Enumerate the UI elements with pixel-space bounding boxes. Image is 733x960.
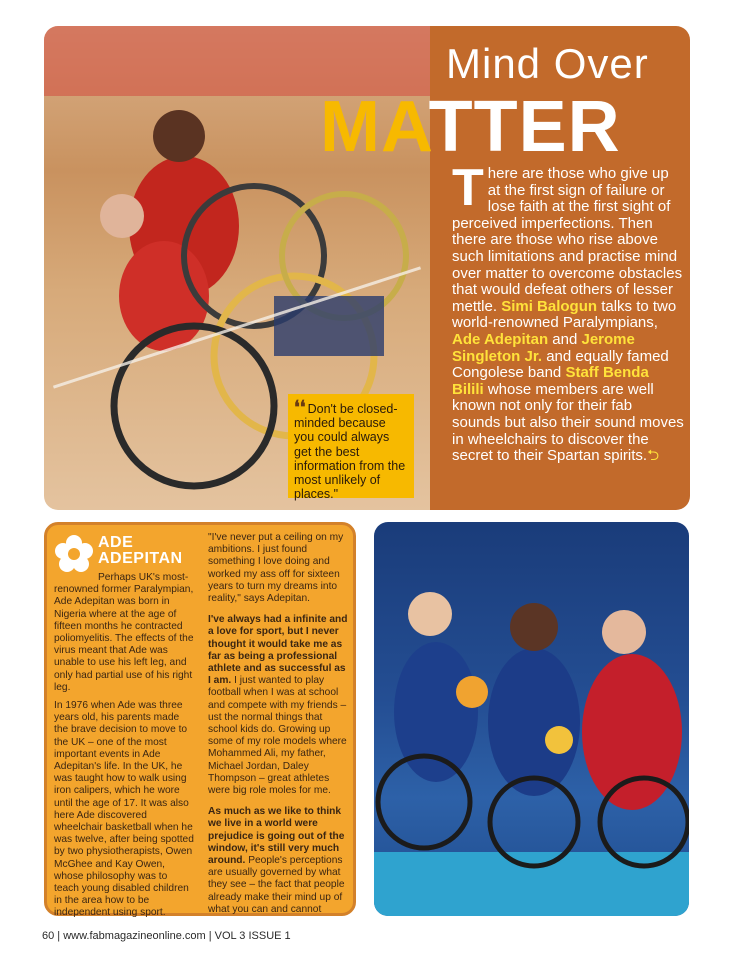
article-heading xyxy=(98,535,183,567)
intro-text-4: whose members are well known not only for their fab sounds but also their sound moves in wheelchairs to discover the secret to their Spartan spirits. xyxy=(452,380,684,465)
title-rest: TTER xyxy=(428,87,621,167)
drop-cap: T xyxy=(452,159,484,217)
intro-and: and xyxy=(552,330,578,348)
right-paragraph-2-bold: I've always had a infinite and a love for sport, but I never thought it would take me as far as being a professional athlete and as successful as I am. xyxy=(208,614,348,687)
heading-last-name: ADEPITAN xyxy=(98,550,183,567)
intro-text-3: and equally famed Congolese band xyxy=(452,347,669,382)
right-paragraph-2 xyxy=(208,614,350,797)
author-name: Simi Balogun xyxy=(501,297,598,315)
quote-mark-icon: ❛❛ xyxy=(294,397,306,417)
band-name: Staff Benda Bilili xyxy=(452,364,649,398)
article-column-left xyxy=(54,572,194,703)
title-line-2 xyxy=(320,86,621,168)
right-paragraph-3 xyxy=(208,806,350,916)
intro-text-2: talks to two world-renowned Paralympians, xyxy=(452,297,677,332)
medal-ceremony-photo xyxy=(374,522,689,916)
ceremony-illustration xyxy=(374,522,689,916)
pull-quote xyxy=(288,394,414,502)
left-paragraph-2: In 1976 when Ade was three years old, his parents made the brave decision to move to the UK – one of the most important events in Ade Adepitan's life. In the UK, he was taught how to walk using iron calipers, which he wore until the age of 17. It was also here Ade discovered wheelchair basketball when he was twelve, after being spotted by two physiotherapists, Owen McGhee and Kay Owen, whose philosophy was to teach young disabled children in the area how to be independent using sport. xyxy=(54,700,194,919)
intro-text-1: here are those who give up at the first sign of failure or lose faith at the first sight of perceived imperfections. Then there are those who rise above such limitations and practise mind over matter to overcome obstacles that would defeat others of lesser mettle. xyxy=(452,165,683,315)
right-paragraph-2-text: I just wanted to play football when I was at school and compete with my friends –ust the normal things that school kids do. Growing up some of my role models where Mohammed Ali, my father, Michael Jordan, Daley Thompson – great athletes were big role moles for me. xyxy=(208,675,347,797)
right-paragraph-1: "I've never put a ceiling on my ambitions. I just found something I love doing and worked my ass off for sixteen years to turn my dreams into reality," says Adepitan. xyxy=(208,532,344,605)
title-highlight: MA xyxy=(320,87,429,167)
intro-paragraph xyxy=(452,159,684,465)
article-column-right xyxy=(208,532,350,925)
right-paragraph-3-text: People's perceptions are usually governed by what they see – the fact that people already make their mind up of what you can and cannot xyxy=(208,855,345,915)
right-paragraph-3-bold: As much as we like to think we live in a world were prejudice is going out of the window, it's still very much around. xyxy=(208,806,345,867)
athlete-name-1: Ade Adepitan xyxy=(452,330,549,348)
page-footer: 60 | www.fabmagazineonline.com | VOL 3 ISSUE 1 xyxy=(42,930,291,942)
athlete-name-2: Jerome Singleton Jr. xyxy=(452,330,635,365)
continue-arrow-icon: ⮌ xyxy=(647,447,660,465)
left-paragraph-1: Perhaps UK's most-renowned former Paralympian, Ade Adepitan was born in Nigeria where at the age of fifteen months he contracted poliomyelitis. The effects of the virus meant that Ade was unable to use his left leg, and only had partial use of his right leg. xyxy=(54,572,194,693)
heading-first-name: ADE xyxy=(98,534,134,551)
article-column-left-2 xyxy=(54,700,194,929)
pull-quote-text: Don't be closed-minded because you could always get the best information from the most unlikely of places." xyxy=(294,402,406,502)
flower-icon xyxy=(54,534,94,574)
title-line-1: Mind Over xyxy=(446,40,649,87)
